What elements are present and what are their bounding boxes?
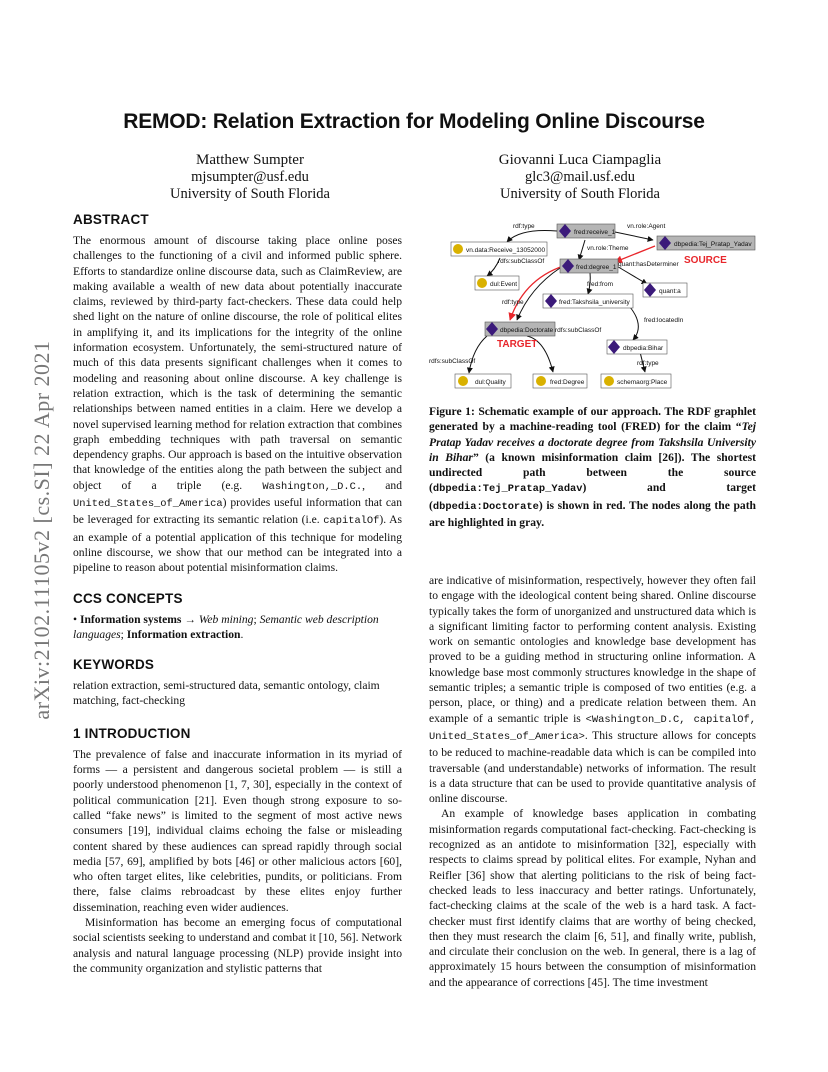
right-paragraph-1	[429, 573, 756, 806]
node-doctorate	[485, 322, 555, 336]
node-label: fred:Takshsila_university	[559, 299, 630, 306]
author-name: Matthew Sumpter	[196, 152, 304, 168]
abstract-heading: ABSTRACT	[73, 212, 149, 227]
node-label: dbpedia:Tej_Pratap_Yadav	[674, 241, 752, 248]
node-label: vn.data:Receive_13052000	[466, 247, 546, 254]
ccs-text	[73, 612, 402, 643]
node-bihar	[607, 340, 667, 354]
node-vndata	[451, 242, 547, 256]
node-degree	[560, 259, 618, 273]
intro-heading: 1 INTRODUCTION	[73, 725, 191, 741]
ccs-arrow: →	[181, 612, 199, 626]
arxiv-identifier: arXiv:2102.11105v2 [cs.SI] 22 Apr 2021	[29, 340, 54, 720]
edge-label: vn.role:Theme	[587, 245, 629, 252]
node-freddegree	[533, 374, 587, 388]
node-label: dul:Event	[490, 281, 518, 288]
ccs-term: Semantic web description languages	[73, 612, 379, 641]
code-inline: dbpedia:Tej_Pratap_Yadav	[432, 483, 583, 496]
keywords-heading: KEYWORDS	[73, 657, 155, 673]
ccs-term: Information extraction	[126, 627, 241, 641]
node-quality	[455, 374, 511, 388]
node-event	[475, 276, 519, 290]
right-column	[429, 573, 756, 990]
node-label: dbpedia:Bihar	[623, 345, 664, 352]
node-place	[601, 374, 671, 388]
caption-part: ) and target (	[429, 481, 756, 512]
keywords-text: relation extraction, semi-structured data, semantic ontology, claim matching, fact-checking	[73, 679, 380, 708]
edge-label: rdfs:subClassOf	[555, 327, 602, 334]
caption-claim: Tej Pratap Yadav receives a doctorate degree from Takshsila University in Bihar	[429, 420, 756, 464]
ccs-bullet: •	[73, 612, 80, 626]
edge-rdftype-1	[507, 230, 557, 242]
author-email: glc3@mail.usf.edu	[525, 169, 635, 185]
ccs-term: Web mining	[198, 612, 254, 626]
right-text-part: are indicative of misinformation, respectively, however they often fail to engage with the ideological content being shared. Online discourse typically takes the form of unorganized and unstructured data which is a significant limiting factor to performing content analysis. Existing work on semantic ontologies and knowledge base development has proved to be a guiding method in structuring online information. A knowledge base most commonly structures knowledge in the shape of semantic triples; a semantic triple is composed of two entities (e.g. a person, place, or thing) and a predicate relation between them. An example of a semantic triple is	[429, 574, 756, 725]
source-label: SOURCE	[684, 255, 727, 266]
edge-label: rdfs:subClassOf	[498, 258, 545, 265]
edge-label: rdfs:subClassOf	[429, 358, 476, 365]
node-label: schemaorg:Place	[617, 379, 668, 386]
right-text-part: . This structure allows for concepts to be reduced to machine-readable data which is can be compiled into traversable (and understandable) networks of information. The result is a data structure that can be used to provide quantitative analysis of online discourse.	[429, 728, 756, 806]
node-takshsila	[543, 294, 633, 308]
ccs-end: .	[240, 627, 244, 641]
abstract-text-part: ). As an example of a potential application of this technique for modeling online discourse, we show that our method can be integrated into a pipeline to reason about potential misinformation claims.	[73, 513, 402, 575]
edge-label: fred:from	[587, 281, 614, 288]
ccs-sep: ;	[253, 612, 260, 626]
code-inline: <Washington_D.C, capitalOf, United_States_of_America>	[429, 713, 756, 743]
target-label: TARGET	[497, 339, 538, 350]
caption-part: ) is shown in red. The nodes along the path are highlighted in gray.	[429, 498, 756, 530]
node-label: fred:degree_1	[576, 264, 617, 271]
node-quanta	[643, 283, 687, 297]
node-label: dul:Quality	[475, 379, 506, 386]
author-block-2	[460, 152, 700, 203]
abstract-text-part: ) provides useful information that can be leveraged for extracting its semantic relation (i.e.	[73, 496, 402, 527]
figure-1-graph	[425, 218, 765, 396]
right-paragraph-2: An example of knowledge bases application in combating misinformation regards computational fact-checking. Fact-checking is recognized as an antidote to misinformation [32], especially with respects to claims spread by political elites. For example, Nyhan and Reifler [36] show that alerting politicians to the risk of being fact-checked leads to less inaccuracy and better ratings. Unfortunately, fact-checking claims at the scale of the web is a hard task. A fact-checker must first identify claims that are worthy of being checked, then they must research the claim [6, 51], and finally write, publish, and circulate their conclusion on the web. In general, there is a lag of approximately 15 hours between the consumption of misinformation and the appearance of corrections [45]. The time investment	[429, 807, 756, 989]
author-block-1	[140, 152, 360, 203]
intro-paragraph-2: Misinformation has become an emerging focus of computational social scientists seeking to understand and combat it [10, 56]. Network analysis and natural language processing (NLP) provide insight into the community organization and stylistic patterns that	[73, 915, 402, 975]
edge-label: fred:locatedIn	[644, 317, 684, 324]
abstract-text-part: , and	[362, 478, 402, 492]
abstract-text-part: The enormous amount of discourse taking place online poses challenges to the functioning of a civil and informed public sphere. Efforts to standardize online discourse data, such as ClaimReview, are making available a wealth of new data about potentially inaccurate claims, reviewed by third-party fact-checkers. These data could help shed light on the nature of online discourse, the role of political elites in amplifying it, and its implications for the integrity of the online information ecosystem. Unfortunately, the semi-structured nature of much of this data presents significant challenges when it comes to modeling and reasoning about online discourse. A key challenge is relation extraction, which is the task of determining the semantic relationships between named entities in a claim. Here we develop a novel supervised learning method for relation extraction that combines graph embedding techniques with path traversal on semantic dependency graphs. Our approach is based on the intuitive observation that knowledge of the entities along the path between the subject and object of a triple (e.g.	[73, 234, 402, 492]
code-inline: dbpedia:Doctorate	[432, 500, 539, 513]
edge-subclass-3	[469, 336, 487, 373]
edge-label: vn.role:Agent	[627, 223, 666, 230]
ccs-sep: ;	[120, 627, 127, 641]
ccs-term: Information systems	[79, 612, 182, 626]
intro-paragraph-1: The prevalence of false and inaccurate information in its myriad of forms — a persistent and dangerous societal problem — is still a poorly understood phenomenon [1, 7, 30], especially in the context of political communication [21]. Even though strong exposure to so-called “fake news” is limited to the segment of most active news consumers [19], individual claims echoing the false or misleading content shared by these audiences can spread rapidly through social media [57, 69], amplified by bots [46] or other malicious actors [60], who often target elites, like celebrities, pundits, or politicians. From there, false claims rebroadcast by these elites enjoy further dissemination, reaching even wider audiences.	[73, 747, 402, 914]
author-email: mjsumpter@usf.edu	[191, 169, 309, 185]
abstract-text	[73, 233, 402, 576]
figure-caption	[429, 404, 756, 530]
edge-label: quant:hasDeterminer	[618, 261, 679, 268]
paper-title: REMOD: Relation Extraction for Modeling Online Discourse	[123, 110, 705, 133]
edge-agent	[615, 232, 653, 240]
node-label: fred:receive_1	[574, 229, 616, 236]
author-affiliation: University of South Florida	[500, 186, 660, 202]
code-inline: United_States_of_America	[73, 498, 223, 511]
code-inline: capitalOf	[323, 515, 380, 528]
edge-label: rdf:type	[637, 360, 659, 367]
node-receive	[557, 224, 616, 238]
edge-label: rdf:type	[502, 299, 524, 306]
code-inline: Washington,_D.C.	[262, 480, 363, 493]
caption-part: ” (a known misinformation claim [26]). The shortest undirected path between the source (	[429, 450, 757, 495]
node-label: dbpedia:Doctorate	[500, 327, 554, 334]
edge-locatedin	[630, 307, 638, 340]
arxiv-sidebar	[22, 300, 62, 760]
ccs-heading: CCS CONCEPTS	[73, 590, 183, 606]
caption-part: Figure 1: Schematic example of our approach. The RDF graphlet generated by a machine-reading tool (FRED) for the claim “	[429, 405, 756, 434]
edge-label: rdf:type	[513, 223, 535, 230]
left-column	[73, 212, 402, 976]
author-name: Giovanni Luca Ciampaglia	[498, 152, 662, 168]
node-label: fred:Degree	[550, 379, 585, 386]
node-tej	[657, 236, 755, 250]
author-affiliation: University of South Florida	[170, 186, 330, 202]
edge-theme	[579, 240, 585, 260]
node-label: quant:a	[659, 288, 681, 295]
